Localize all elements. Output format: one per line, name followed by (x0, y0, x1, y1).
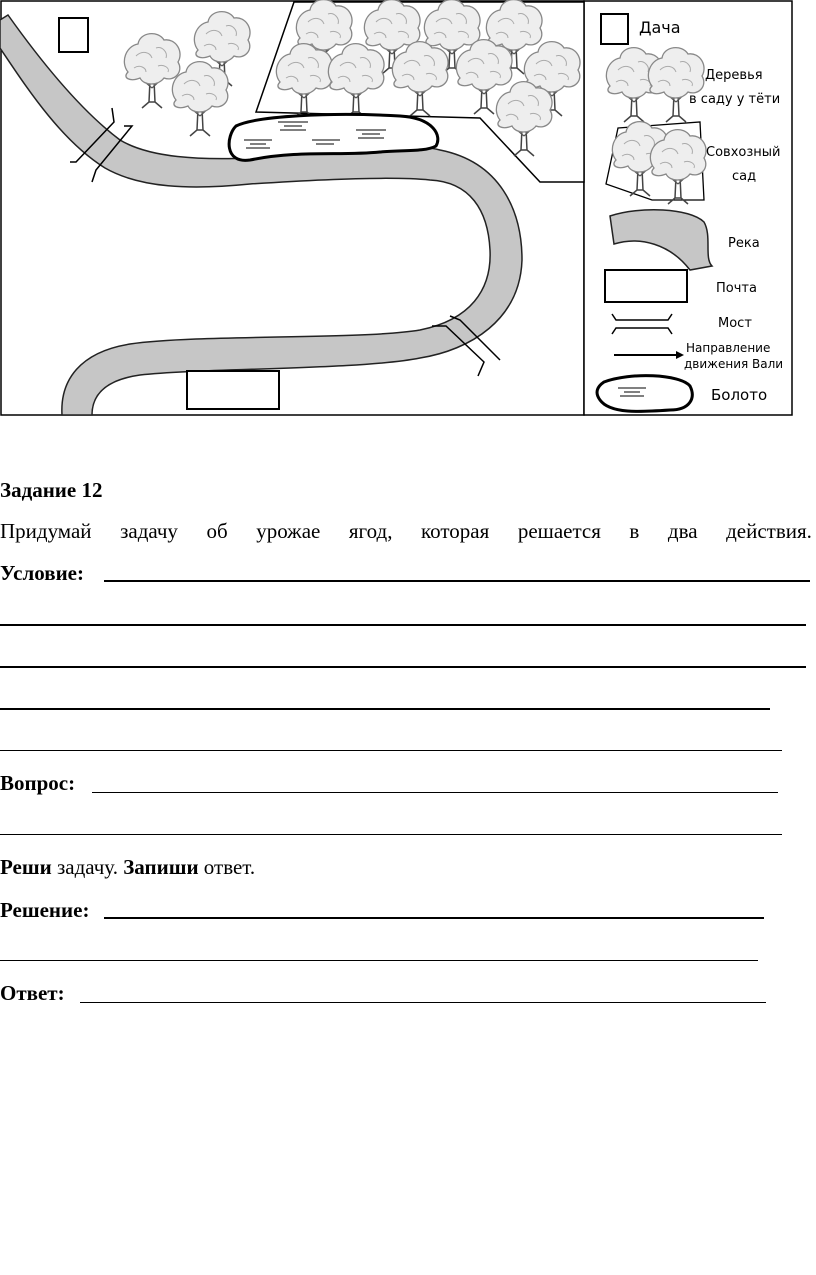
map-illustration (0, 0, 816, 420)
legend-orchard-label-1: Совхозный (706, 145, 781, 160)
solution-answer-line-2[interactable] (0, 960, 758, 961)
post-office (187, 371, 279, 409)
question-answer-line-1[interactable] (92, 792, 778, 793)
instruction-solve: Реши (0, 855, 52, 879)
legend-dacha-symbol (601, 14, 628, 44)
instruction (0, 855, 255, 879)
legend-trees-label-2: в саду у тёти (689, 92, 781, 107)
legend-river-label: Река (728, 236, 760, 251)
prompt-word: урожае (256, 519, 321, 543)
solution-label: Решение: (0, 898, 90, 922)
prompt-word: Придумай (0, 519, 92, 543)
prompt-word: задачу (120, 519, 178, 543)
condition-answer-line-1[interactable] (104, 580, 810, 582)
dacha-square (59, 18, 88, 52)
answer-line[interactable] (80, 1002, 766, 1003)
legend-direction-label-1: Направление (686, 341, 771, 355)
condition-answer-line-5[interactable] (0, 750, 782, 751)
condition-label: Условие: (0, 561, 84, 585)
prompt-word: решается (517, 519, 601, 543)
instruction-text-1: задачу. (51, 855, 124, 879)
legend-bridge-label: Мост (718, 316, 752, 331)
condition-answer-line-2[interactable] (0, 624, 806, 626)
question-answer-line-2[interactable] (0, 834, 782, 835)
legend-swamp-label: Болото (711, 386, 768, 404)
instruction-text-2: ответ. (198, 855, 256, 879)
prompt-word: об (206, 519, 228, 543)
question-label: Вопрос: (0, 771, 76, 795)
prompt-word: в (629, 519, 640, 543)
condition-answer-line-3[interactable] (0, 666, 806, 668)
answer-label: Ответ: (0, 981, 65, 1005)
condition-answer-line-4[interactable] (0, 708, 770, 710)
legend-orchard-label-2: сад (732, 169, 757, 184)
prompt-word: действия. (726, 519, 812, 543)
legend-direction-label-2: движения Вали (684, 357, 784, 371)
solution-answer-line-1[interactable] (104, 917, 764, 919)
prompt-word: которая (421, 519, 490, 543)
prompt-word: ягод, (348, 519, 393, 543)
legend-post-label: Почта (716, 281, 757, 296)
legend-dacha-label: Дача (639, 18, 681, 37)
task-title: Задание 12 (0, 478, 103, 502)
task-prompt (0, 519, 812, 543)
instruction-write: Запиши (123, 855, 199, 879)
prompt-word: два (667, 519, 698, 543)
legend-post-symbol (605, 270, 687, 302)
legend-trees-label-1: Деревья (705, 68, 763, 83)
legend-swamp-symbol (597, 376, 692, 412)
